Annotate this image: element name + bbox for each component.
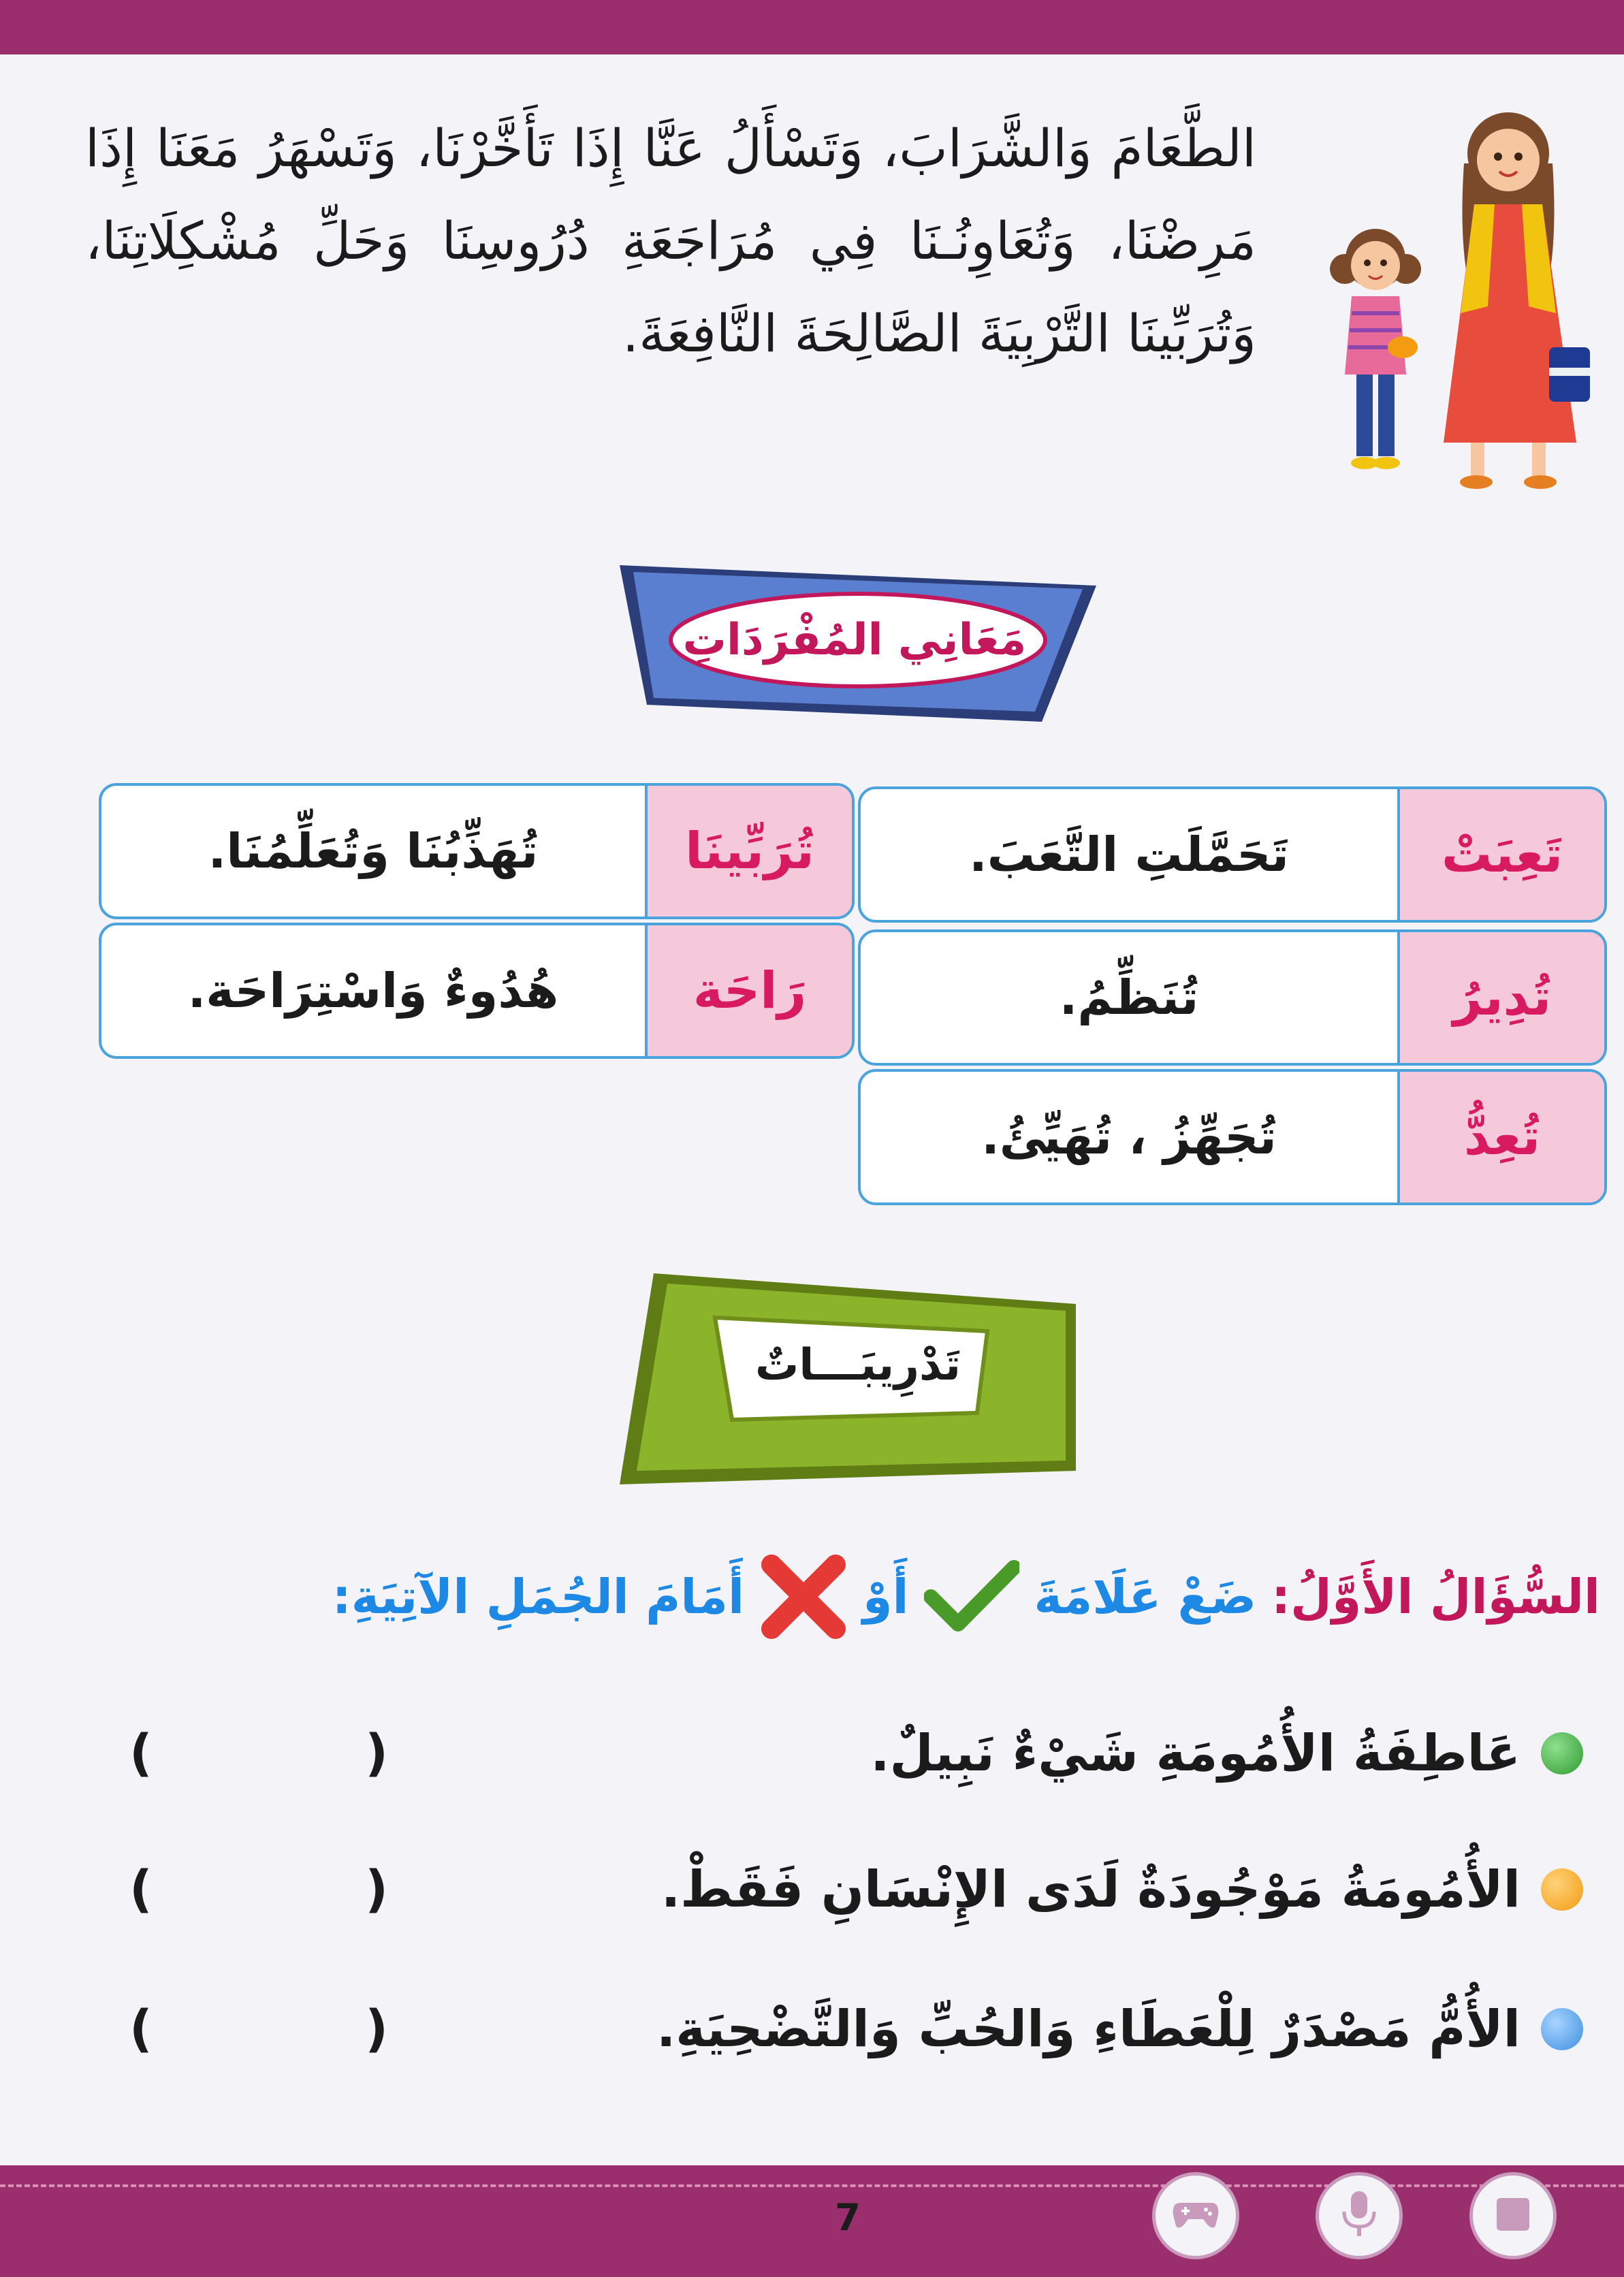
exercise-item	[656, 1978, 1583, 2080]
cross-icon	[759, 1552, 848, 1641]
question-text-part1: ضَعْ عَلَامَةَ	[1034, 1569, 1257, 1625]
exercise-item	[870, 1702, 1583, 1804]
vocab-row	[858, 929, 1607, 1066]
green-bullet-icon	[1541, 1732, 1583, 1774]
vocab-word: تُعِدُّ	[1397, 1072, 1604, 1203]
mother-daughter-illustration	[1307, 89, 1600, 497]
vocab-row	[99, 923, 855, 1059]
answer-blank[interactable]	[129, 1838, 388, 1941]
vocab-word: تَعِبَتْ	[1397, 789, 1604, 920]
question-text-part2: أَوْ	[863, 1569, 909, 1625]
exercise-statement: عَاطِفَةُ الأُمُومَةِ شَيْءٌ نَبِيلٌ.	[870, 1724, 1520, 1783]
vocab-meaning: تُجَهِّزُ ، تُهَيِّئُ.	[981, 1109, 1277, 1165]
vocab-meaning: تَحَمَّلَتِ التَّعَبَ.	[969, 827, 1289, 882]
vocab-meaning: تُنَظِّمُ.	[1059, 970, 1199, 1025]
vocab-row	[858, 786, 1607, 923]
answer-blank[interactable]	[129, 1702, 388, 1804]
answer-blank[interactable]	[129, 1978, 388, 2080]
game-button[interactable]	[1152, 2172, 1239, 2259]
exercise-statement: الأُمُّ مَصْدَرٌ لِلْعَطَاءِ وَالحُبِّ وَالتَّضْحِيَةِ.	[656, 2000, 1520, 2058]
check-icon	[924, 1559, 1019, 1634]
page-number: 7	[835, 2196, 861, 2239]
vocab-word: تُدِيرُ	[1397, 932, 1604, 1063]
exercise-statement: الأُمُومَةُ مَوْجُودَةٌ لَدَى الإِنْسَانِ فَقَطْ.	[661, 1860, 1520, 1919]
gamepad-icon	[1171, 2197, 1221, 2234]
vocab-word: تُرَبِّينَا	[645, 786, 852, 917]
vocab-meaning: هُدُوءٌ وَاسْتِرَاحَة.	[187, 963, 559, 1019]
open-paren: (	[365, 1724, 388, 1783]
top-band	[0, 0, 1624, 54]
vocab-meaning: تُهَذِّبُنَا وَتُعَلِّمُنَا.	[208, 823, 539, 879]
vocab-row	[99, 783, 855, 919]
question-text-part3: أَمَامَ الجُمَلِ الآتِيَةِ:	[332, 1569, 745, 1625]
vocab-row	[858, 1069, 1607, 1205]
exercises-title: تَدْرِيبَـــاتٌ	[755, 1340, 961, 1390]
exercise-item	[661, 1838, 1583, 1941]
microphone-button[interactable]	[1316, 2172, 1403, 2259]
vocab-word: رَاحَة	[645, 925, 852, 1056]
stop-button[interactable]	[1469, 2172, 1557, 2259]
orange-bullet-icon	[1541, 1868, 1583, 1911]
microphone-icon	[1339, 2188, 1380, 2243]
close-paren: )	[129, 2000, 153, 2058]
question-label: السُّؤَالُ الأَوَّلُ:	[1271, 1569, 1600, 1625]
blue-bullet-icon	[1541, 2008, 1583, 2050]
close-paren: )	[129, 1724, 153, 1783]
question-one	[332, 1546, 1600, 1648]
stop-icon	[1493, 2194, 1533, 2238]
open-paren: (	[365, 1860, 388, 1919]
close-paren: )	[129, 1860, 153, 1919]
vocabulary-title: مَعَانِي المُفْرَدَاتِ	[682, 615, 1027, 665]
open-paren: (	[365, 2000, 388, 2058]
story-paragraph: الطَّعَامَ وَالشَّرَابَ، وَتَسْأَلُ عَنَّا إِذَا تَأَخَّرْنَا، وَتَسْهَرُ مَعَنَا إِذَا مَرِضْنَا، وَتُعَاوِنُـنَا فِي مُرَاجَعَةِ دُرُوسِنَا وَحَلِّ مُشْكِلَاتِنَا، وَتُرَبِّينَا التَّرْبِيَةَ الصَّالِحَةَ النَّافِعَةَ.	[85, 118, 1256, 364]
